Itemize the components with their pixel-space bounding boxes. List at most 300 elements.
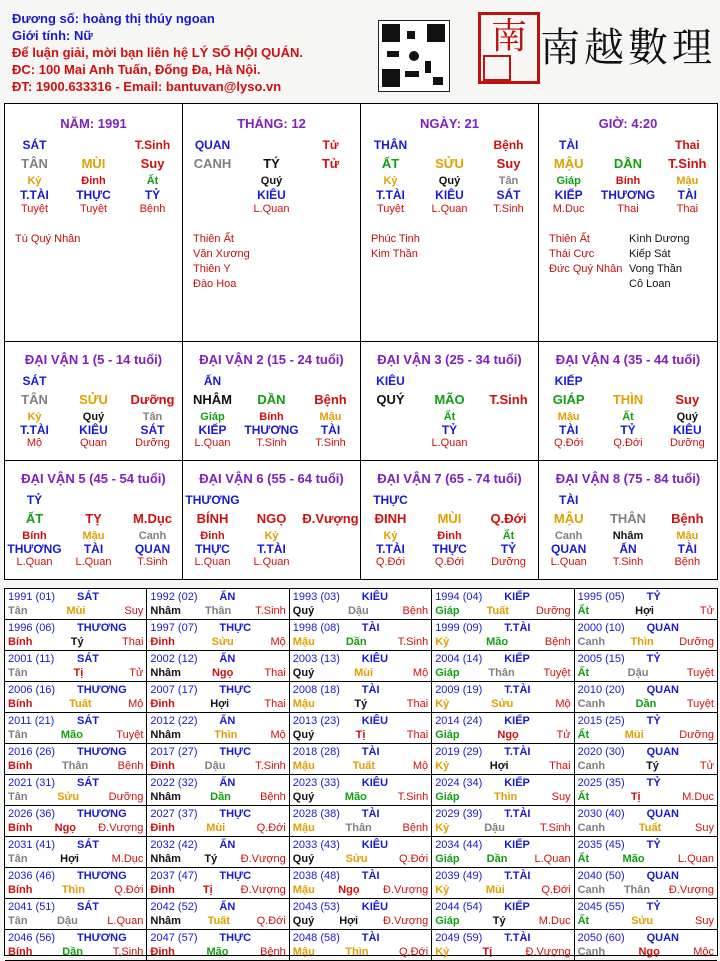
annual-cell [575,868,717,899]
pillar-stem-branch: SỬU [435,156,464,171]
pillar-stage-row [183,203,360,215]
dai-van-hidden-stem: Đinh [200,530,225,542]
pillar-stage [183,203,242,215]
annual-stage: M.Dục [538,915,571,927]
annual-year: 2007 (17) [150,684,198,696]
pillar-god [64,138,123,152]
annual-year: 2038 (48) [292,870,340,882]
dai-van-stage-row [5,437,182,449]
annual-god: KIÊU [361,653,389,665]
annual-line-2 [435,821,570,835]
annual-branch: Mùi [485,884,505,896]
annual-god: THỰC [219,808,252,820]
dai-van-hidden-stem: Mậu [557,411,580,423]
annual-year: 2018 (28) [292,746,340,758]
annual-stage: Tuyệt [543,667,571,679]
pillar-hidden-god: T.TÀI [20,188,49,202]
annual-god: QUAN [646,870,679,882]
pillar-god: T.Sinh [134,138,171,152]
annual-cell [147,899,289,930]
annual-line-1 [150,745,285,759]
pillar-stem-branch-row [361,156,538,171]
annual-god: QUAN [646,746,679,758]
pillar-stem-branch: ẤT [381,156,400,171]
annual-cell [432,713,574,744]
annual-line-2 [578,945,714,959]
annual-line-2 [150,852,285,866]
dai-van-stage: L.Quan [431,437,468,449]
annual-stage: L.Quan [677,853,714,865]
annual-stage: Suy [551,791,571,803]
annual-year: 2015 (25) [577,715,625,727]
dai-van-stage [361,437,420,449]
annual-god: THỰC [219,932,252,944]
dai-van-god-blank [658,493,717,507]
annual-stem: Ất [577,915,590,927]
annual-branch: Thân [623,884,651,896]
annual-cell [5,589,147,620]
pillar-hidden-god: KIÊU [435,188,464,202]
dai-van-hidden-god: KIẾP [198,423,227,437]
annual-line-1 [435,776,570,790]
gender-value: Nữ [73,28,93,43]
annual-stage: M.Dục [111,853,144,865]
annual-line-1 [8,776,143,790]
dai-van-hidden-stem [361,411,420,423]
annual-god: THƯƠNG [77,622,127,634]
annual-line-2 [293,697,428,711]
annual-stem: Bính [8,698,33,710]
dai-van-hidden-god: QUAN [550,542,587,556]
dai-van-hidden-stem: Giáp [200,411,225,423]
annual-stage: Đ.Vượng [240,884,286,896]
dai-van-hidden-stem [301,530,360,542]
dai-van-stem-branch-row [5,511,182,526]
annual-line-1 [578,621,714,635]
pillar-god: Tử [322,138,339,152]
dai-van-stem-branch: MẬU [553,511,584,526]
pillar-hidden-god-row [539,188,717,202]
annual-year: 2030 (40) [577,808,625,820]
annual-line-1 [150,900,285,914]
dai-van-stage-row [5,556,182,568]
annual-line-2 [578,697,714,711]
dai-van-stage-row [183,437,360,449]
annual-year: 2009 (19) [435,684,483,696]
annual-cell [575,620,717,651]
annual-stage: Bệnh [402,822,429,834]
pillar-stem-branch: Suy [140,156,165,171]
annual-stem: Tân [8,915,28,927]
pillar-hidden-stem: Đinh [81,175,106,187]
annual-cell [290,899,432,930]
annual-god: SÁT [77,715,99,727]
annual-cell [290,651,432,682]
annual-cell [432,775,574,806]
annual-luck-table [4,588,718,956]
dai-van-hidden-god-row [5,542,182,556]
annual-line-1 [435,931,570,945]
annual-branch: Tý [646,760,659,772]
annual-cell [5,713,147,744]
pillar-hidden-god: KIÊU [257,188,286,202]
dai-van-god: TÀI [558,493,579,507]
annual-stem: Canh [577,760,606,772]
annual-branch: Tuất [69,698,92,710]
annual-year: 1994 (04) [435,591,483,603]
dai-van-god: KIÊU [376,374,405,388]
annual-cell [5,868,147,899]
dai-van-stem-branch: THÂN [609,511,647,526]
annual-cell [432,868,574,899]
dai-van-hidden-stem-row [361,530,538,542]
annual-god: SÁT [77,591,99,603]
annual-branch: Ngọ [54,822,77,834]
annual-branch: Thìn [630,636,654,648]
annual-stage: T.Sinh [540,822,571,834]
star-item: Cô Loan [629,278,671,290]
annual-stage: Mộ [412,760,429,772]
pillar-stage: L.Quan [253,203,290,215]
annual-line-1 [578,745,714,759]
annual-god: QUAN [646,622,679,634]
annual-god: TÀI [361,932,380,944]
annual-cell [147,744,289,775]
annual-line-2 [578,914,714,928]
annual-line-2 [8,604,143,618]
annual-line-1 [435,590,570,604]
annual-year: 2049 (59) [435,932,483,944]
annual-branch: Mão [60,729,83,741]
dai-van-hidden-god: TỶ [620,423,636,437]
dai-van-hidden-stem: Bính [22,530,47,542]
annual-year: 2025 (35) [577,777,625,789]
annual-branch: Ngọ [638,946,660,958]
dai-van-title: ĐẠI VẬN 6 (55 - 64 tuổi) [199,471,344,486]
dai-van-stage: Q.Đới [434,556,465,568]
annual-year: 2048 (58) [292,932,340,944]
dai-van-stage: L.Quan [194,556,231,568]
annual-god: T.TÀI [504,684,531,696]
dai-van-stage: Quan [80,437,107,449]
dai-van-hidden-stem: Tân [142,411,163,423]
annual-year: 2019 (29) [435,746,483,758]
annual-stage: Bệnh [117,760,144,772]
pillar-hidden-stem-row [539,175,717,187]
annual-year: 2010 (20) [577,684,625,696]
annual-line-2 [293,666,428,680]
annual-stage: Đ.Vượng [383,884,429,896]
annual-cell [575,806,717,837]
annual-line-1 [150,869,285,883]
annual-line-1 [8,931,143,945]
annual-branch: Tý [204,853,218,865]
dai-van-hidden-stem: Mậu [82,530,105,542]
dai-van-stem-branch: Bệnh [671,511,704,526]
annual-line-1 [435,683,570,697]
annual-god: KIẾP [504,653,530,665]
dai-van-stage: L.Quan [194,437,231,449]
annual-year: 1998 (08) [292,622,340,634]
dai-van-hidden-stem-row [361,411,538,423]
annual-branch: Mùi [66,605,86,617]
annual-year: 2020 (30) [577,746,625,758]
pillar-stem-branch: CANH [193,156,232,171]
annual-line-2 [293,635,428,649]
annual-line-1 [8,838,143,852]
annual-stage: T.Sinh [255,760,286,772]
pillar-stage-row [539,203,717,215]
dai-van-hidden-stem-row [5,530,182,542]
annual-branch: Tuất [486,605,509,617]
dai-van-stem-branch: Đ.Vượng [302,511,359,526]
dai-van-stage: Q.Đới [554,437,584,449]
dai-van-stem-branch: ẤT [25,511,44,526]
annual-year: 2035 (45) [577,839,625,851]
annual-god: KIÊU [361,777,389,789]
annual-stage: Bệnh [402,605,429,617]
star-item: Kim Thần [371,248,418,260]
pillar-stage: M.Dục [552,203,585,215]
annual-god: T.TÀI [504,932,531,944]
annual-stage: Thai [549,760,571,772]
pillar-stem-branch: TÝ [263,156,280,171]
dai-van-hidden-god: THỰC [195,542,230,556]
annual-line-1 [8,621,143,635]
annual-cell [147,651,289,682]
dai-van-hidden-god: TỶ [500,542,517,556]
dai-van-stem-branch: TÂN [21,392,48,407]
annual-branch: Tị [355,729,366,741]
annual-year: 2050 (60) [577,932,625,944]
pillar-god: TÀI [558,138,579,152]
annual-branch: Thìn [494,791,518,803]
annual-cell [290,713,432,744]
annual-branch: Tị [73,667,84,679]
annual-god: KIÊU [361,591,389,603]
annual-god: ẤN [219,653,236,665]
annual-year: 2013 (23) [292,715,340,727]
dai-van-hidden-god: THỰC [432,542,467,556]
dai-van-stem-branch: T.Sinh [489,392,528,407]
annual-god: TÀI [361,684,380,696]
annual-cell [432,837,574,868]
dai-van-god-blank [479,493,538,507]
annual-line-2 [293,728,428,742]
pillar-god: Thai [674,138,700,152]
star-item: Kình Dương [629,233,690,245]
annual-stem: Quý [292,853,315,865]
annual-stage: Bệnh [260,946,286,958]
pillar-stem-branch: MẬU [553,156,584,171]
annual-line-1 [150,683,285,697]
annual-branch: Tuất [638,822,662,834]
annual-year: 2043 (53) [292,901,340,913]
annual-cell [432,589,574,620]
annual-stem: Canh [577,884,606,896]
annual-stage: Thai [121,636,144,648]
dai-van-god: THƯƠNG [185,493,240,507]
annual-branch: Tý [492,915,506,927]
annual-branch: Ngọ [338,884,360,896]
annual-god: T.TÀI [504,808,531,820]
annual-line-1 [578,931,714,945]
dai-van-stage: Q.Đới [613,437,643,449]
dai-van-god-blank [301,374,360,388]
annual-line-1 [150,776,285,790]
annual-branch: Sửu [211,636,234,648]
annual-cell [432,651,574,682]
annual-cell [5,806,147,837]
annual-cell [432,899,574,930]
annual-year: 1999 (09) [435,622,483,634]
star-item: Tú Quý Nhân [15,233,81,245]
annual-branch: Dậu [204,760,226,772]
annual-branch: Tị [482,946,493,958]
header-info [12,10,303,95]
dai-van-hidden-stem: Ất [622,411,634,423]
dai-van-god-blank [123,493,182,507]
dai-van-hidden-god: T.TÀI [376,542,405,556]
annual-stage: Thai [406,698,429,710]
annual-year: 2046 (56) [8,932,56,944]
dai-van-hidden-stem: Mậu [319,411,342,423]
dai-van-cell [539,342,717,460]
dai-van-stem-branch: GIÁP [552,392,585,407]
annual-line-2 [578,666,714,680]
annual-branch: Tuất [352,760,376,772]
annual-line-2 [150,604,285,618]
annual-stage: Thai [264,667,286,679]
annual-line-1 [8,900,143,914]
dai-van-god-blank [123,374,182,388]
annual-cell [290,589,432,620]
pillar-stem-branch: MÙI [81,156,106,171]
dai-van-stem-branch: NHÂM [193,392,232,407]
dai-van-title: ĐẠI VẬN 5 (45 - 54 tuổi) [21,471,166,486]
annual-line-2 [435,945,570,959]
annual-line-2 [150,759,285,773]
annual-line-1 [8,807,143,821]
annual-cell [290,682,432,713]
annual-cell [5,930,147,961]
annual-year: 2047 (57) [150,932,198,944]
annual-stem: Giáp [435,729,460,741]
annual-branch: Thìn [61,884,85,896]
dai-van-stem-branch: QUÝ [376,392,405,407]
annual-god: SÁT [77,777,99,789]
annual-branch: Mão [622,853,645,865]
pillar-god [242,138,301,152]
dai-van-stage: Mộ [26,437,43,449]
annual-line-2 [578,759,714,773]
annual-stem: Kỷ [435,946,450,958]
annual-line-1 [293,931,428,945]
annual-stem: Canh [577,946,606,958]
pillar-god: QUAN [194,138,231,152]
annual-branch: Ngọ [211,667,234,679]
annual-stem: Kỷ [435,698,450,710]
annual-cell [432,744,574,775]
dai-van-stem-branch-row [361,511,538,526]
annual-god: SÁT [77,839,99,851]
annual-branch: Sửu [491,698,514,710]
dai-van-hidden-god: KIÊU [79,423,108,437]
dai-van-stage: L.Quan [16,556,53,568]
annual-stem: Nhâm [150,791,181,803]
annual-year: 2011 (21) [8,715,55,727]
annual-line-2 [293,883,428,897]
annual-stem: Ất [577,729,590,741]
star-item: Đức Quý Nhân [549,263,623,275]
annual-branch: Thìn [345,946,369,958]
annual-line-2 [8,728,143,742]
dai-van-god-row [183,493,360,507]
pillar-stem-branch-row [539,156,717,171]
dai-van-stage-row [539,437,717,449]
annual-year: 2031 (41) [8,839,56,851]
annual-god: KIÊU [361,839,389,851]
dai-van-hidden-stem-row [183,530,360,542]
annual-year: 2036 (46) [8,870,56,882]
dai-van-stage: T.Sinh [256,437,287,449]
pillar-1 [183,104,361,342]
annual-line-2 [150,790,285,804]
pillar-title: NĂM: 1991 [60,116,127,131]
pillar-stage: L.Quan [431,203,468,215]
annual-god: TÀI [361,870,380,882]
annual-stem: Đinh [150,636,175,648]
dai-van-god-blank [658,374,717,388]
annual-line-2 [293,604,428,618]
annual-stem: Mậu [292,760,315,772]
annual-stage: Mộc [693,946,714,958]
dai-van-god-blank [598,374,657,388]
annual-cell [5,744,147,775]
annual-branch: Sửu [631,915,654,927]
annual-stage: Đ.Vượng [240,853,286,865]
annual-cell [147,589,289,620]
annual-stage: Tử [699,760,714,772]
annual-line-1 [435,621,570,635]
star-item: Thiên Ất [549,233,590,245]
annual-line-1 [435,807,570,821]
annual-stage: Mộ [128,698,144,710]
dai-van-hidden-god [361,423,420,437]
annual-stem: Bính [8,822,33,834]
dai-van-hidden-stem-row [539,530,717,542]
annual-cell [432,682,574,713]
pillar-stage: Bệnh [139,203,166,215]
annual-line-2 [435,728,570,742]
star-item: Đào Hoa [193,278,237,290]
annual-cell [575,775,717,806]
annual-branch: Hợi [635,605,654,617]
annual-year: 2039 (49) [435,870,483,882]
annual-year: 2024 (34) [435,777,483,789]
pillar-hidden-stem-row [361,175,538,187]
dai-van-stage [479,437,538,449]
annual-line-1 [293,838,428,852]
annual-year: 2006 (16) [8,684,56,696]
annual-year: 2040 (50) [577,870,625,882]
annual-cell [290,837,432,868]
annual-god: T.TÀI [504,746,531,758]
annual-line-2 [435,790,570,804]
annual-line-1 [293,590,428,604]
pillar-stem-branch: Suy [496,156,521,171]
annual-line-1 [578,590,714,604]
